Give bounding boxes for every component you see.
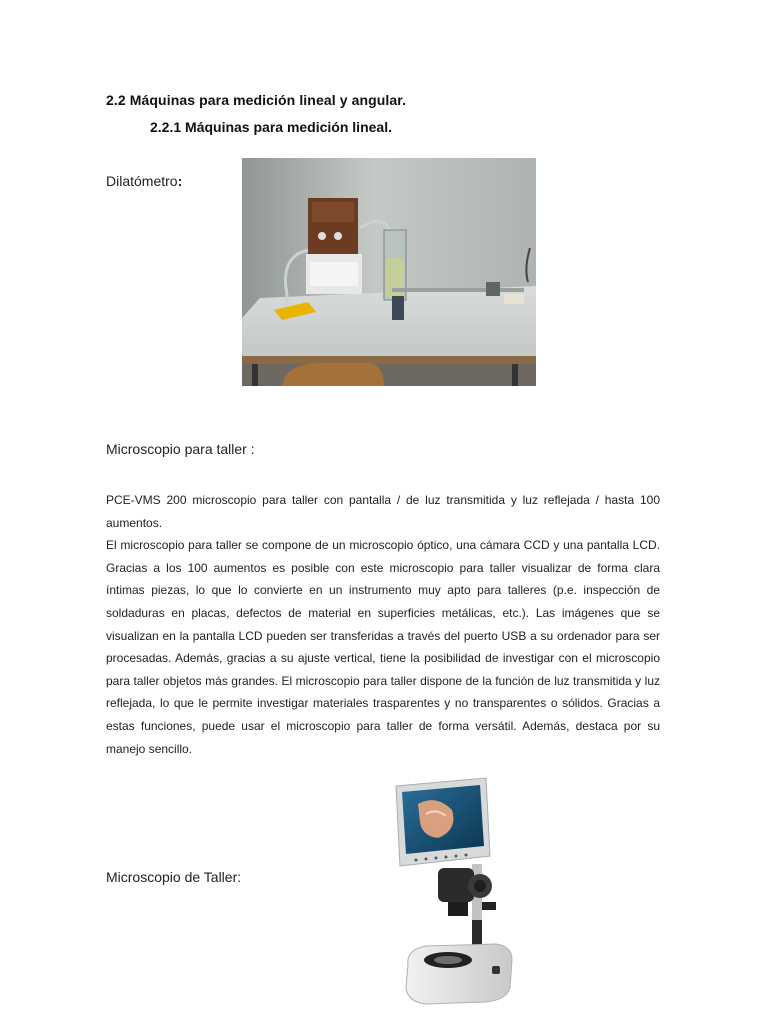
section-heading: 2.2 Máquinas para medición lineal y angular. <box>106 92 407 108</box>
workshop-microscope-photo <box>386 774 526 1010</box>
description-paragraph-1: PCE-VMS 200 microscopio para taller con pantalla / de luz transmitida y luz reflejada / hasta 100 aumentos. <box>106 493 660 530</box>
microscope-description <box>106 489 660 760</box>
dilatometro-label: Dilatómetro: <box>106 173 183 189</box>
microscopio-de-taller-label: Microscopio de Taller: <box>106 869 242 885</box>
description-paragraph-2: El microscopio para taller se compone de un microscopio óptico, una cámara CCD y una pantalla LCD. Gracias a los 100 aumentos es posible con este microscopio para taller visualizar de forma clara íntimas piezas, lo que lo convierte en un instrumento muy apto para talleres (p.e. inspección de soldaduras en placas, defectos de material en superficies metálicas, etc.). Las imágenes que se visualizan en la pantalla LCD pueden ser transferidas a través del puerto USB a su ordenador para ser procesadas. Además, gracias a su ajuste vertical, tiene la posibilidad de investigar con el microscopio para taller objetos más grandes. El microscopio para taller dispone de la función de luz transmitida y luz reflejada, lo que le permite investigar materiales trasparentes y no transparentes o sólidos. Gracias a estas funciones, puede usar el microscopio para taller de forma versátil. Además, destaca por su manejo sencillo. <box>106 538 660 756</box>
subsection-heading: 2.2.1 Máquinas para medición lineal. <box>150 119 392 135</box>
microscopio-taller-label: Microscopio para taller : <box>106 441 255 457</box>
dilatometer-photo <box>242 158 536 386</box>
